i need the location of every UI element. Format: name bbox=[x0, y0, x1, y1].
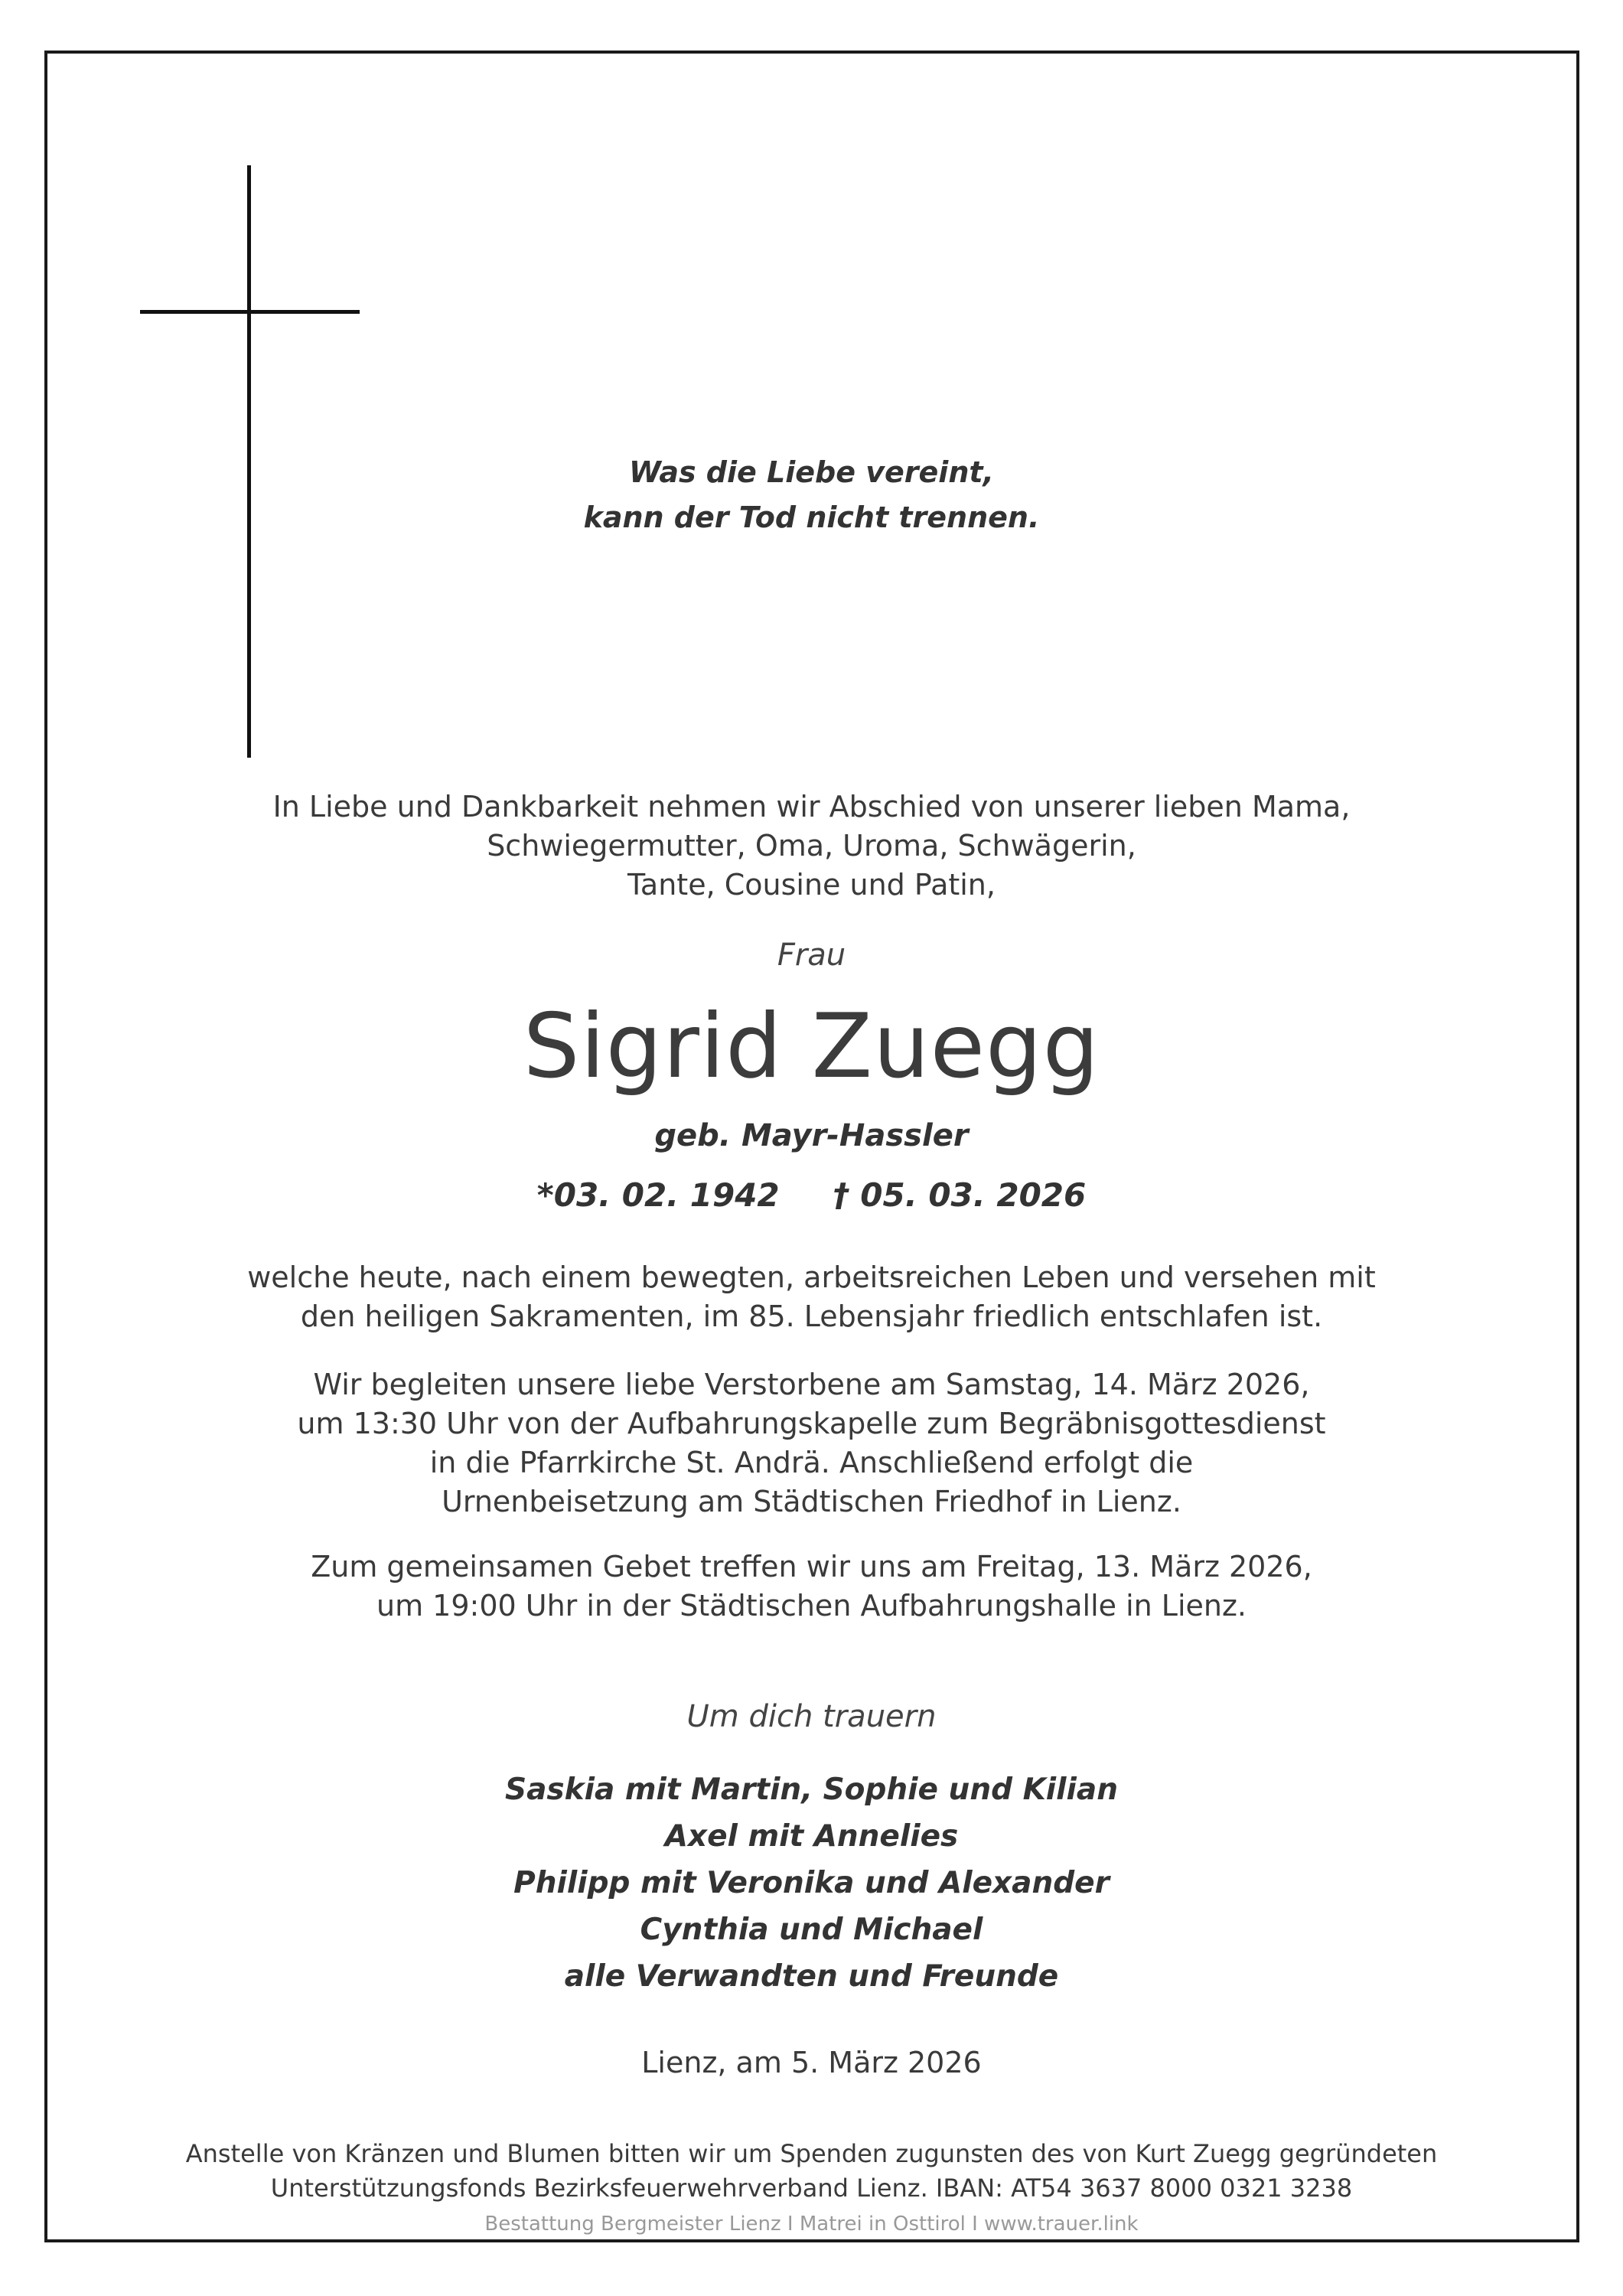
intro-line-2: Schwiegermutter, Oma, Uroma, Schwägerin, bbox=[487, 829, 1136, 863]
mourner-line: Cynthia und Michael bbox=[640, 1913, 983, 1947]
passing-line-2: den heiligen Sakramenten, im 85. Lebensjahr friedlich entschlafen ist. bbox=[300, 1300, 1323, 1333]
passing-line-1: welche heute, nach einem bewegten, arbeitsreichen Leben und versehen mit bbox=[247, 1261, 1376, 1294]
funeral-line-2: um 13:30 Uhr von der Aufbahrungskapelle zum Begräbnisgottesdienst bbox=[297, 1407, 1326, 1440]
cross-icon-horizontal bbox=[140, 310, 360, 314]
intro-line-1: In Liebe und Dankbarkeit nehmen wir Abschied von unserer lieben Mama, bbox=[272, 790, 1351, 823]
donation-note-line-1: Anstelle von Kränzen und Blumen bitten wir um Spenden zugunsten des von Kurt Zuegg gegründeten bbox=[185, 2139, 1438, 2168]
funeral-line-4: Urnenbeisetzung am Städtischen Friedhof in Lienz. bbox=[442, 1485, 1181, 1518]
prayer-line-1: Zum gemeinsamen Gebet treffen wir uns am Freitag, 13. März 2026, bbox=[311, 1550, 1312, 1583]
deceased-name: Sigrid Zuegg bbox=[523, 995, 1100, 1098]
death-date: † 05. 03. 2026 bbox=[833, 1176, 1087, 1214]
funeral-home-footer: Bestattung Bergmeister Lienz I Matrei in Osttirol I www.trauer.link bbox=[484, 2213, 1139, 2236]
funeral-line-1: Wir begleiten unsere liebe Verstorbene am Samstag, 14. März 2026, bbox=[313, 1368, 1310, 1401]
mourners-heading: Um dich trauern bbox=[686, 1699, 937, 1734]
mourner-line: alle Verwandten und Freunde bbox=[564, 1959, 1059, 1994]
motto-line-2: kann der Tod nicht trennen. bbox=[583, 501, 1040, 534]
intro-line-3: Tante, Cousine und Patin, bbox=[627, 868, 996, 902]
prayer-line-2: um 19:00 Uhr in der Städtischen Aufbahrungshalle in Lienz. bbox=[376, 1589, 1247, 1623]
funeral-line-3: in die Pfarrkirche St. Andrä. Anschließend erfolgt die bbox=[429, 1446, 1194, 1479]
donation-note-line-2: Unterstützungsfonds Bezirksfeuerwehrverband Lienz. IBAN: AT54 3637 8000 0321 3238 bbox=[270, 2174, 1353, 2203]
life-dates bbox=[115, 1176, 1508, 1214]
birth-date: *03. 02. 1942 bbox=[536, 1176, 780, 1214]
motto-line-1: Was die Liebe vereint, bbox=[628, 455, 994, 489]
mourner-line: Saskia mit Martin, Sophie und Kilian bbox=[505, 1773, 1118, 1807]
maiden-name: geb. Mayr-Hassler bbox=[654, 1118, 969, 1153]
mourner-line: Axel mit Annelies bbox=[664, 1819, 959, 1854]
mourner-line: Philipp mit Veronika und Alexander bbox=[513, 1866, 1110, 1900]
salutation: Frau bbox=[777, 938, 846, 973]
place-date: Lienz, am 5. März 2026 bbox=[641, 2046, 982, 2079]
